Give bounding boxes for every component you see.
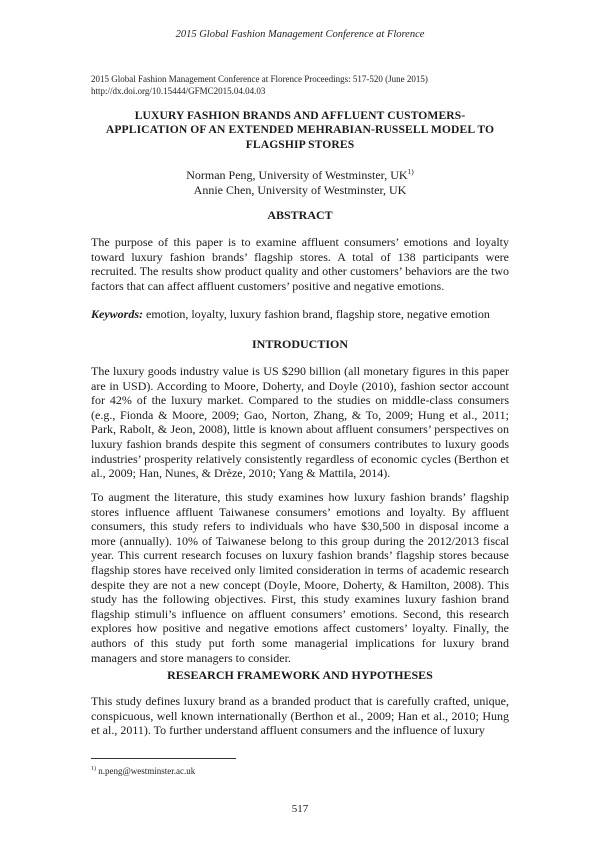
author-2: Annie Chen, University of Westminster, UK (193, 183, 407, 197)
introduction-heading: INTRODUCTION (251, 337, 348, 351)
title-line-1: LUXURY FASHION BRANDS AND AFFLUENT CUSTOMERS- (134, 109, 466, 122)
footnote-divider (91, 758, 236, 759)
keywords-list: emotion, loyalty, luxury fashion brand, flagship store, negative emotion (143, 307, 490, 321)
abstract-heading: ABSTRACT (267, 208, 333, 222)
introduction-paragraph-2: To augment the literature, this study examines how luxury fashion brands’ flagship stores influence affluent Taiwanese consumers’ emotions and loyalty. By affluent consumers, this study refers to individuals who have $30,500 in disposal income a more (annually). 10% of Taiwanese belong to this group during the 2012/2013 fiscal year. This current research focuses on luxury fashion brands’ flagship stores because flagship stores have received only limited consideration in terms of academic research despite they are not a new concept (Doyle, Moore, Doherty, & Hamilton, 2008). This study has the following objectives. First, this study examines luxury fashion brand flagship stimuli’s influence on affluent consumers’ emotions. Second, this research explores how positive and negative emotions affect customers’ loyalty. Finally, the authors of this study put forth some managerial implications for luxury brand managers and store managers to consider. (91, 490, 509, 665)
footnote-mark: 1) (91, 766, 96, 772)
abstract-text: The purpose of this paper is to examine affluent consumers’ emotions and loyalty toward luxury fashion brands’ flagship stores. A total of 138 participants were recruited. The results show product quality and other customers’ behaviors are the two factors that can affect affluent customers’ positive and negative emotions. (91, 235, 509, 293)
page-number: 517 (291, 803, 309, 815)
author-1-name: Norman Peng, University of Westminster, UK (186, 168, 408, 182)
author-block (0, 164, 600, 198)
framework-paragraph-1: This study defines luxury brand as a branded product that is carefully crafted, unique, conspicuous, well known internationally (Berthon et al., 2009; Han et al., 2010; Hung et al., 2011). To further understand affluent consumers and the influence of luxury (91, 694, 509, 738)
citation-doi-link[interactable]: http://dx.doi.org/10.15444/GFMC2015.04.04.03 (91, 85, 266, 96)
footnote-email[interactable]: n.peng@westminster.ac.uk (96, 766, 196, 776)
title-line-3: FLAGSHIP STORES (245, 137, 355, 151)
author-1-footnote-mark: 1) (407, 167, 414, 176)
citation-proceedings: 2015 Global Fashion Management Conference at Florence Proceedings: 517-520 (June 2015) (91, 74, 428, 84)
paper-title (70, 109, 530, 152)
citation-block (91, 74, 511, 97)
keywords-label: Keywords: (91, 307, 143, 321)
author-1 (0, 164, 600, 183)
running-head: 2015 Global Fashion Management Conference at Florence (175, 29, 425, 40)
footnote (91, 766, 195, 776)
introduction-paragraph-1: The luxury goods industry value is US $290 billion (all monetary figures in this paper are in USD). According to Moore, Doherty, and Doyle (2010), fashion sector account for 42% of the luxury market. Compared to the studies on middle-class consumers (e.g., Fionda & Moore, 2009; Gao, Norton, Zhang, & To, 2009; Hung et al., 2011; Park, Rabolt, & Jeon, 2008), little is known about affluent consumers’ perspectives on luxury fashion brands despite this segment of consumers contributes to luxury goods industries’ prosperity relatively consistently regardless of economic cycles (Berthon et al., 2009; Han, Nunes, & Drèze, 2010; Yang & Mattila, 2014). (91, 364, 509, 481)
title-line-2: APPLICATION OF AN EXTENDED MEHRABIAN-RUSSELL MODEL TO (105, 123, 495, 137)
keywords (91, 307, 509, 322)
framework-heading: RESEARCH FRAMEWORK AND HYPOTHESES (167, 668, 433, 682)
